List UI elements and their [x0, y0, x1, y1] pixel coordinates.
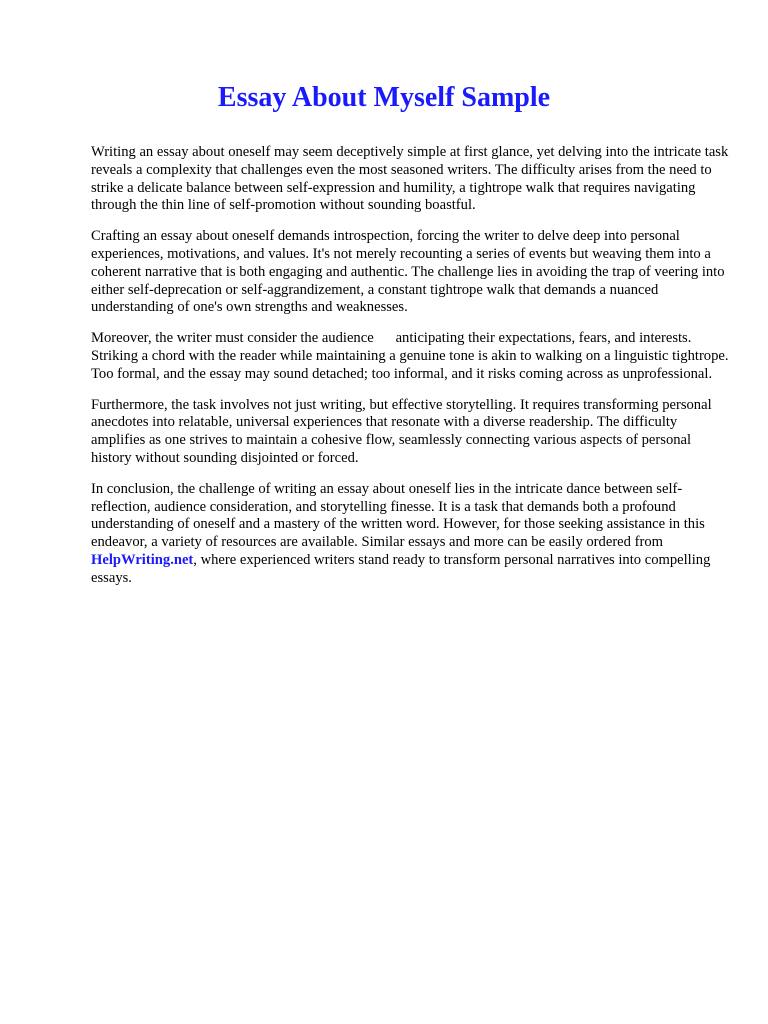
page-title: Essay About Myself Sample	[217, 82, 551, 113]
paragraph-conclusion	[91, 481, 731, 588]
essay-body	[91, 144, 731, 601]
paragraph-3: Moreover, the writer must consider the audience anticipating their expectations, fears, and interests. Striking a chord with the reader while maintaining a genuine tone is akin to walking on a linguistic tightrope. Too formal, and the essay may sound detached; too informal, and it risks coming across as unprofessional.	[91, 330, 729, 382]
paragraph-2: Crafting an essay about oneself demands introspection, forcing the writer to delve deep into personal experiences, motivations, and values. It's not merely recounting a series of events but weaving them into a coherent narrative that is both engaging and authentic. The challenge lies in avoiding the trap of veering into either self-deprecation or self-aggrandizement, a constant tightrope walk that demands a nuanced understanding of one's own strengths and weaknesses.	[91, 228, 725, 316]
conclusion-text-after-link: , where experienced writers stand ready to transform personal narratives into compelling essays.	[91, 551, 711, 586]
paragraph-4: Furthermore, the task involves not just writing, but effective storytelling. It requires transforming personal anecdotes into relatable, universal experiences that resonate with a diverse readership. The difficulty amplifies as one strives to maintain a cohesive flow, seamlessly connecting various aspects of personal history without sounding disjointed or forced.	[91, 396, 712, 466]
conclusion-text-before-link: In conclusion, the challenge of writing an essay about oneself lies in the intricate dance between self-reflection, audience consideration, and storytelling finesse. It is a task that demands both a profound understanding of oneself and a mastery of the written word. However, for those seeking assistance in this endeavor, a variety of resources are available. Similar essays and more can be easily ordered from	[91, 480, 705, 551]
helpwriting-link[interactable]: HelpWriting.net	[91, 551, 194, 568]
paragraph-1: Writing an essay about oneself may seem deceptively simple at first glance, yet delving into the intricate task reveals a complexity that challenges even the most seasoned writers. The difficulty arises from the need to strike a delicate balance between self-expression and humility, a tightrope walk that requires navigating through the thin line of self-promotion without sounding boastful.	[91, 144, 729, 214]
